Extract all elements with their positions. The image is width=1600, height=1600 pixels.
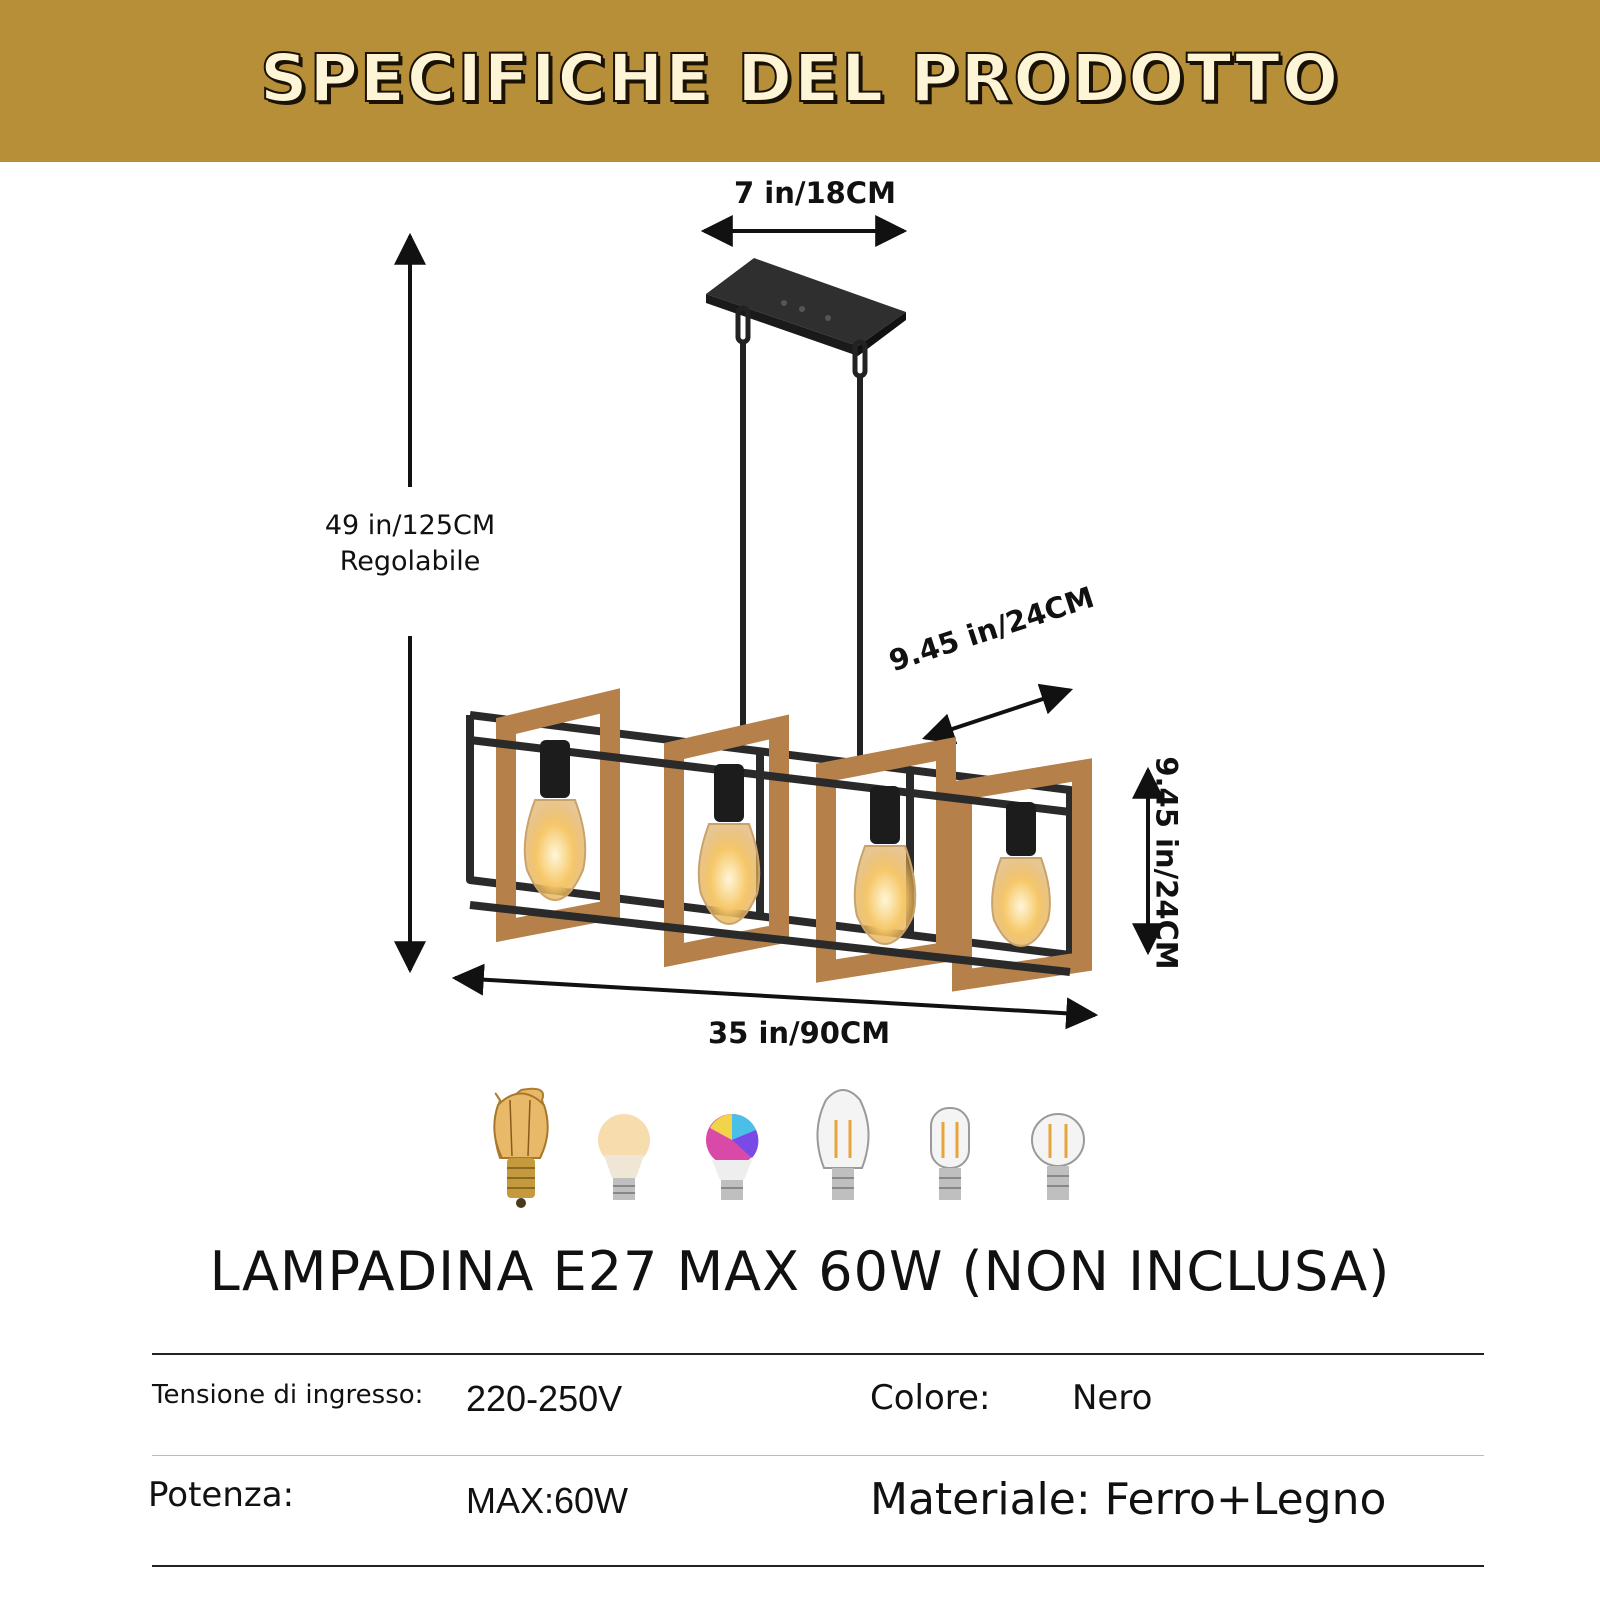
depth-arrow <box>925 690 1070 738</box>
filament-a60-bulb-icon <box>1032 1114 1084 1200</box>
spec-divider-top <box>152 1353 1484 1355</box>
color-label: Colore: <box>870 1378 991 1418</box>
spec-divider-bottom <box>152 1565 1484 1567</box>
spec-divider-middle <box>152 1455 1484 1456</box>
filament-t45-bulb-icon <box>931 1108 969 1200</box>
power-label: Potenza: <box>148 1475 295 1515</box>
canopy-width-label: 7 in/18CM <box>734 176 896 210</box>
filament-st64-bulb-icon <box>817 1090 868 1200</box>
voltage-label: Tensione di ingresso: <box>152 1380 424 1410</box>
material: Materiale: Ferro+Legno <box>870 1474 1387 1525</box>
color-value: Nero <box>1072 1378 1153 1418</box>
power-value: MAX:60W <box>466 1480 629 1521</box>
edison-bulb-icon <box>494 1089 547 1208</box>
rgb-bulb-icon <box>706 1114 758 1200</box>
height-value: 49 in/125CM <box>324 510 496 541</box>
height-label <box>300 508 520 580</box>
page-title: SPECIFICHE DEL PRODOTTO <box>259 40 1341 117</box>
bulb-note: LAMPADINA E27 MAX 60W (NON INCLUSA) <box>209 1240 1391 1303</box>
voltage-value: 220-250V <box>466 1378 623 1419</box>
depth-label: 9.45 in/24CM <box>884 579 1099 679</box>
canopy <box>706 258 906 356</box>
frame-height-label: 9.45 in/24CM <box>1149 756 1184 970</box>
height-note: Regolabile <box>339 546 481 577</box>
suspension-rods <box>738 308 865 775</box>
frosted-bulb-icon <box>598 1114 650 1200</box>
length-label: 35 in/90CM <box>708 1016 891 1050</box>
